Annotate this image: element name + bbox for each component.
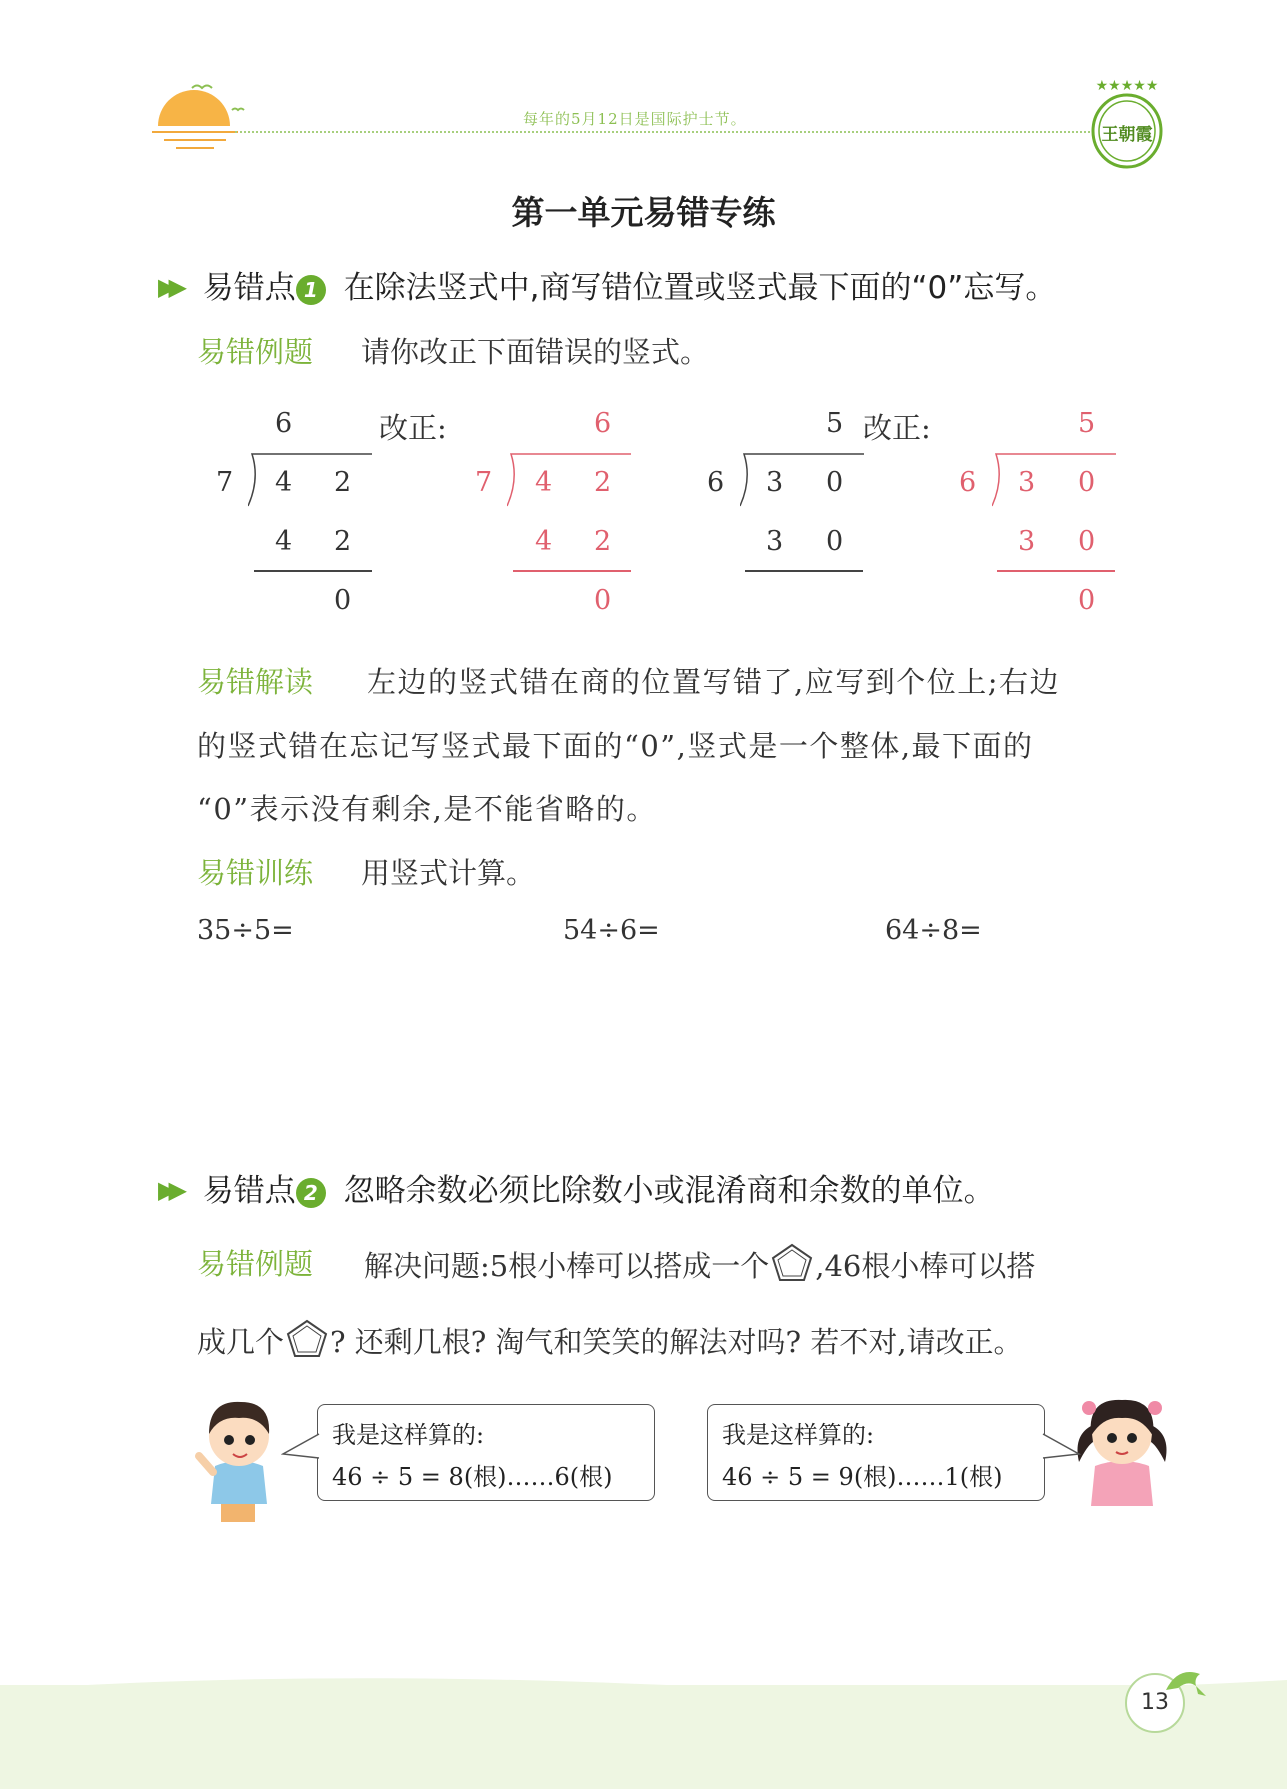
quotient: 6	[594, 408, 612, 439]
point2-heading	[158, 1165, 995, 1210]
header-sun-icon	[150, 78, 245, 153]
divisor: 6	[707, 467, 725, 498]
point1-explain-line-2: 的竖式错在忘记写竖式最下面的“0”,竖式是一个整体,最下面的	[197, 729, 1034, 763]
product-ones: 2	[334, 526, 352, 557]
bubble-right-tail	[1041, 1432, 1081, 1462]
product-ones: 2	[594, 526, 612, 557]
division-bracket	[248, 452, 373, 507]
division-line	[254, 570, 372, 572]
speech-bubble-left	[317, 1404, 655, 1501]
point2-badge: 2	[296, 1178, 326, 1208]
point1-train-label: 易错训练	[197, 856, 314, 890]
bubble-left-tail	[281, 1432, 321, 1462]
point1-explain-label: 易错解读	[197, 665, 314, 699]
divisor: 6	[959, 467, 977, 498]
product-tens: 4	[535, 526, 553, 557]
division-bracket	[992, 452, 1117, 507]
divisor: 7	[216, 467, 234, 498]
point1-example-text: 请你改正下面错误的竖式。	[361, 335, 710, 369]
girl-character-illustration	[1067, 1386, 1177, 1506]
dividend-tens: 3	[1018, 467, 1036, 498]
point2-line1-b: ,46根小棒可以搭	[815, 1249, 1036, 1283]
fix-label-1: 改正:	[379, 411, 447, 445]
footer-green-band	[0, 1685, 1287, 1789]
division-bracket	[507, 452, 632, 507]
point1-explain-line-1: 左边的竖式错在商的位置写错了,应写到个位上;右边	[367, 665, 1060, 699]
point2-line-2	[197, 1318, 1023, 1361]
point1-train-text: 用竖式计算。	[361, 856, 536, 890]
point1-label: 易错点	[202, 270, 296, 306]
product-tens: 4	[275, 526, 293, 557]
dividend-ones: 0	[826, 467, 844, 498]
boy-character-illustration	[195, 1390, 285, 1522]
remainder: 0	[594, 585, 612, 616]
dividend-tens: 4	[535, 467, 553, 498]
svg-text:★★★★★: ★★★★★	[1095, 78, 1159, 94]
bubble-left-line-2: 46 ÷ 5 = 8(根)……6(根)	[332, 1463, 613, 1491]
bubble-right-line-1: 我是这样算的:	[722, 1421, 875, 1449]
quotient: 5	[1078, 408, 1096, 439]
pentagon-icon	[770, 1242, 814, 1284]
footer-wave	[0, 1660, 1287, 1700]
header-dotted-line	[235, 131, 1090, 133]
bubble-right-line-2: 46 ÷ 5 = 9(根)……1(根)	[722, 1463, 1003, 1491]
dividend-ones: 0	[1078, 467, 1096, 498]
quotient: 5	[826, 408, 844, 439]
remainder: 0	[1078, 585, 1096, 616]
header-tip: 每年的5月12日是国际护士节。	[523, 110, 747, 128]
point2-example-label: 易错例题	[197, 1247, 314, 1281]
page-title: 第一单元易错专练	[511, 193, 776, 232]
division-line	[997, 570, 1115, 572]
dividend-tens: 3	[766, 467, 784, 498]
pentagon-icon	[285, 1318, 329, 1360]
fix-label-2: 改正:	[863, 411, 931, 445]
remainder: 0	[334, 585, 352, 616]
divisor: 7	[475, 467, 493, 498]
point1-badge: 1	[296, 275, 326, 305]
point2-line1-a: 解决问题:5根小棒可以搭成一个	[364, 1249, 770, 1283]
point2-line-1	[364, 1242, 1035, 1285]
point1-text: 在除法竖式中,商写错位置或竖式最下面的“0”忘写。	[343, 270, 1057, 306]
quotient: 6	[275, 408, 293, 439]
product-ones: 0	[826, 526, 844, 557]
division-bracket	[740, 452, 865, 507]
division-line	[513, 570, 631, 572]
division-line	[745, 570, 863, 572]
bubble-left-line-1: 我是这样算的:	[332, 1421, 485, 1449]
point2-label: 易错点	[202, 1173, 296, 1209]
point1-example-label: 易错例题	[197, 335, 314, 369]
exercise-2: 54÷6=	[563, 915, 660, 946]
page-number: 13	[1141, 1690, 1169, 1715]
logo-text: 王朝霞	[1101, 125, 1153, 145]
dividend-tens: 4	[275, 467, 293, 498]
point1-heading	[158, 262, 1056, 307]
point1-explain-line-3: “0”表示没有剩余,是不能省略的。	[197, 792, 657, 826]
product-tens: 3	[1018, 526, 1036, 557]
double-chevron-icon: ▶▶	[158, 1176, 179, 1204]
point2-text: 忽略余数必须比除数小或混淆商和余数的单位。	[343, 1173, 995, 1209]
exercise-3: 64÷8=	[885, 915, 982, 946]
speech-bubble-right	[707, 1404, 1045, 1501]
exercise-1: 35÷5=	[197, 915, 294, 946]
product-ones: 0	[1078, 526, 1096, 557]
logo-badge	[1088, 76, 1166, 176]
double-chevron-icon: ▶▶	[158, 273, 179, 301]
product-tens: 3	[766, 526, 784, 557]
dividend-ones: 2	[334, 467, 352, 498]
dolphin-icon	[1160, 1660, 1210, 1710]
point2-line2-b: ? 还剩几根? 淘气和笑笑的解法对吗? 若不对,请改正。	[330, 1325, 1023, 1359]
point2-line2-a: 成几个	[197, 1325, 285, 1359]
dividend-ones: 2	[594, 467, 612, 498]
